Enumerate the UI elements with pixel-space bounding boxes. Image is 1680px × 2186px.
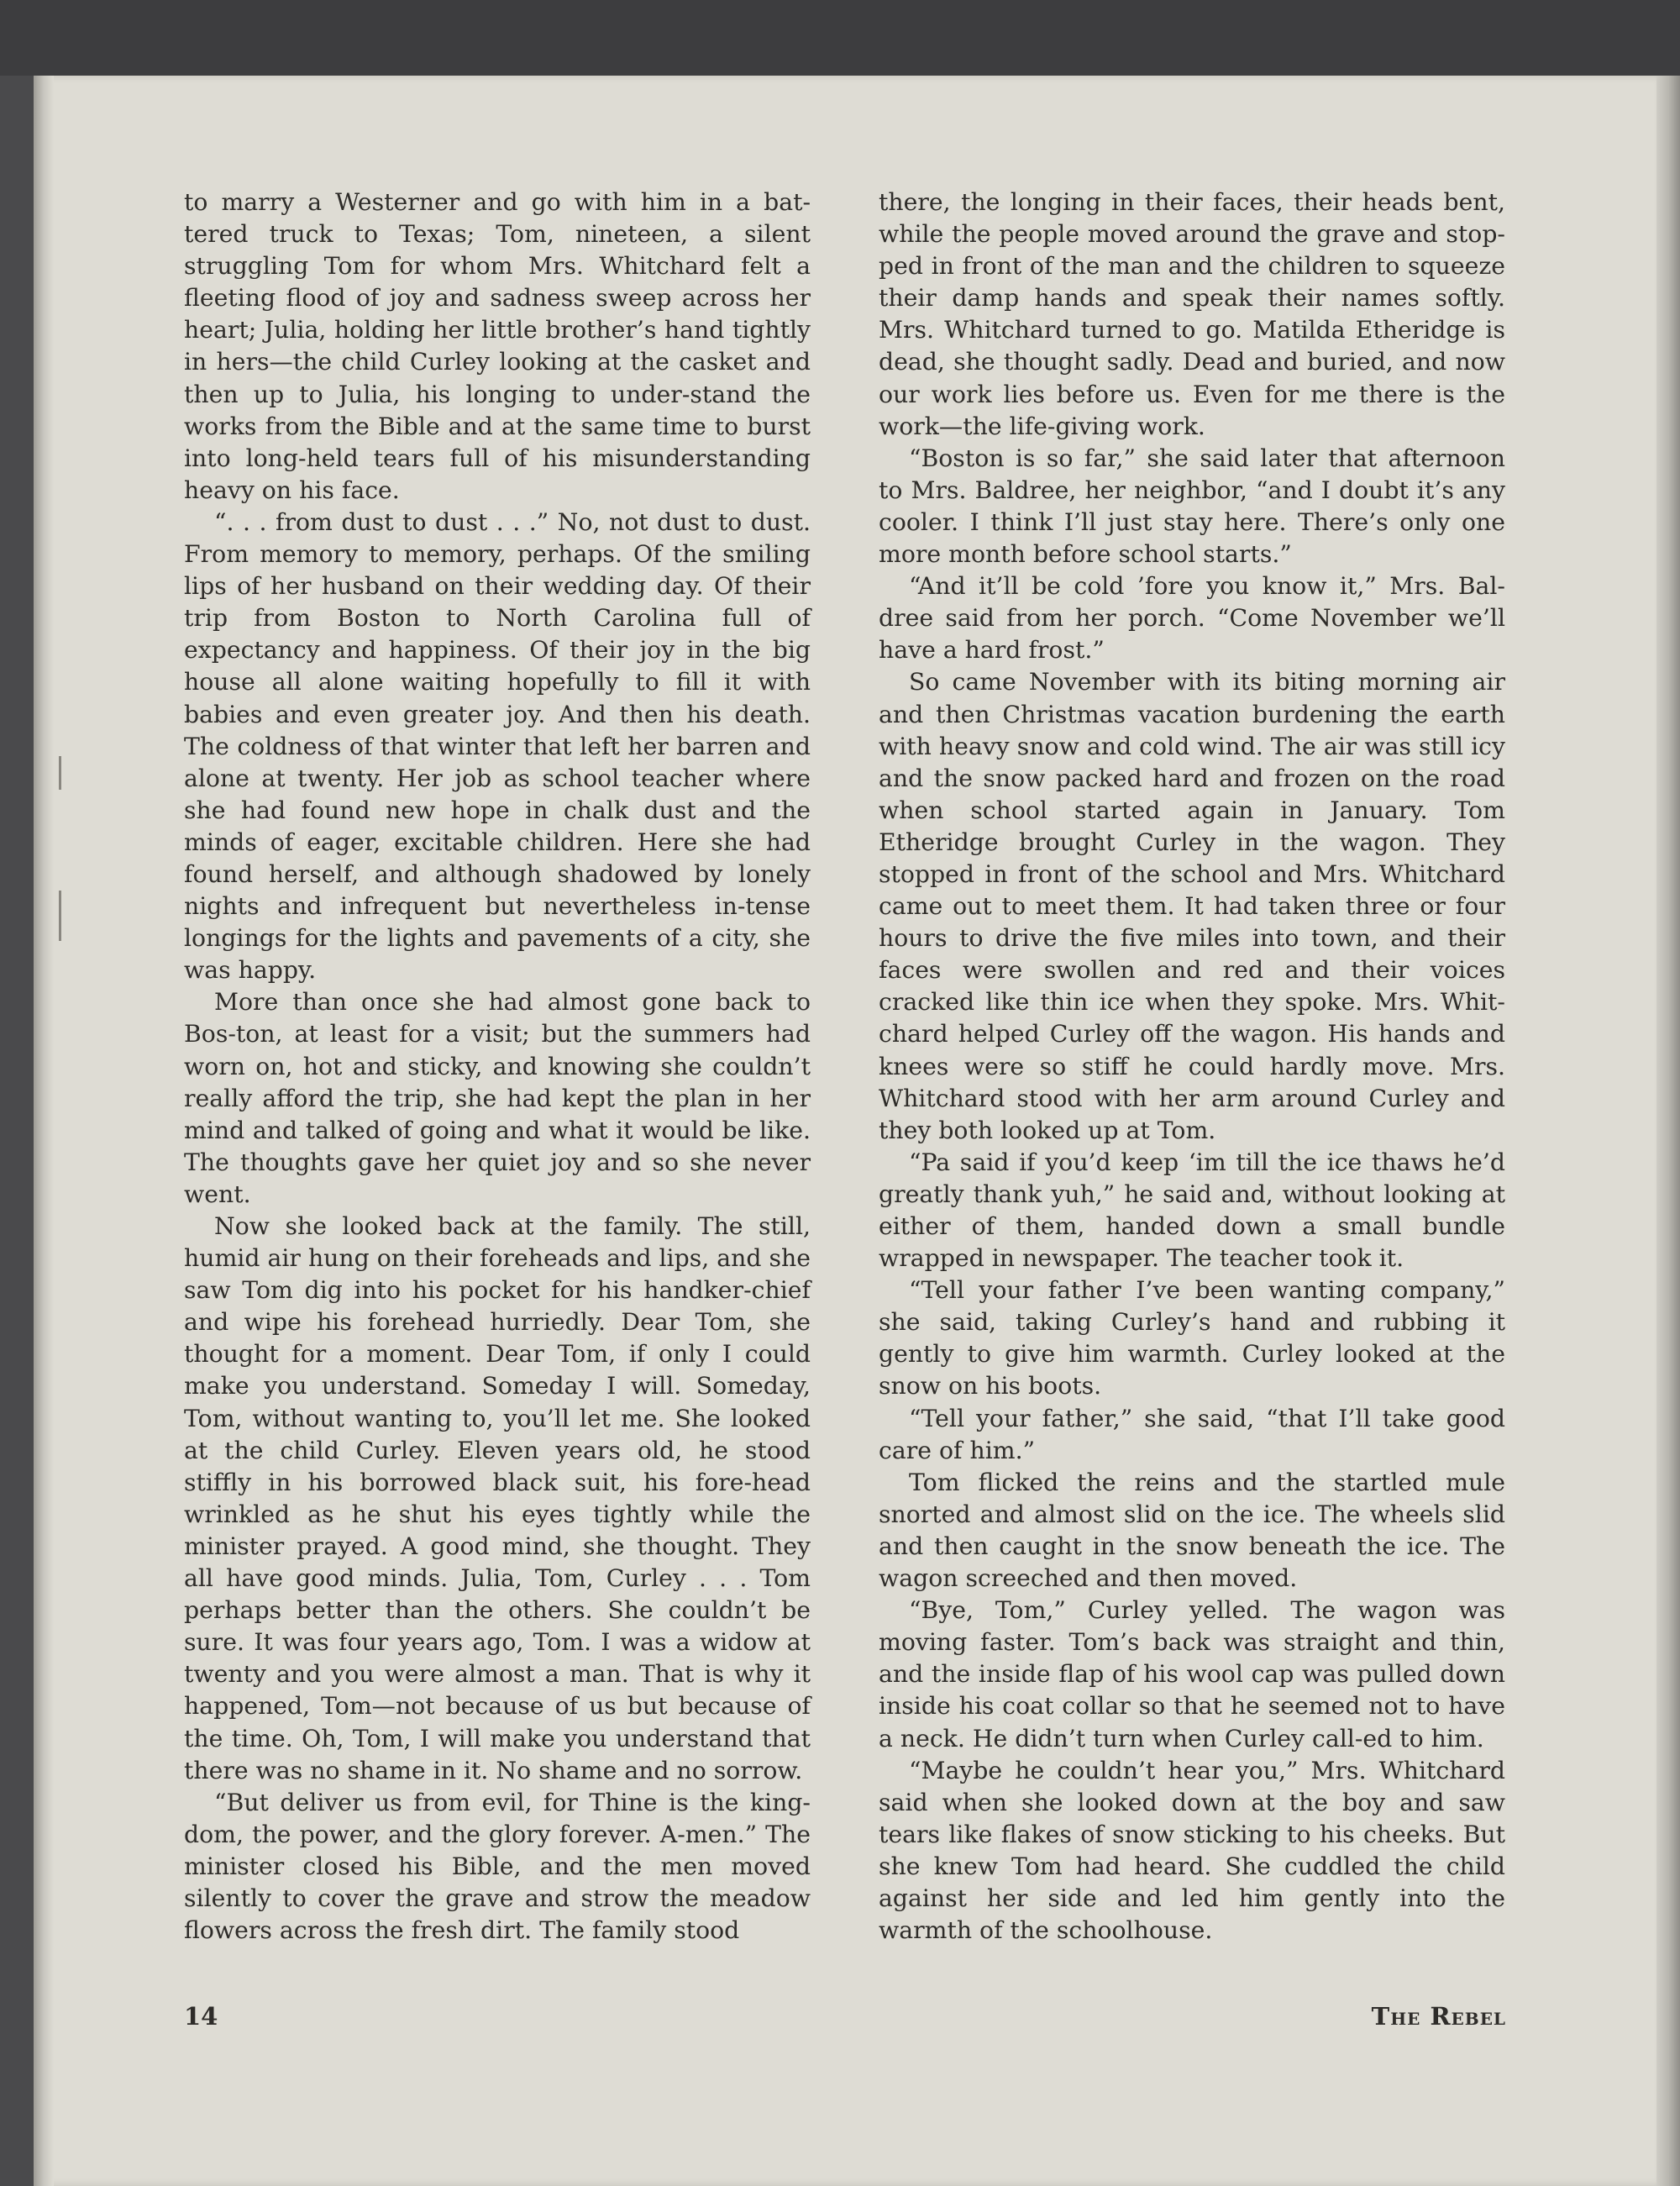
paragraph: Now she looked back at the family. The still, humid air hung on their foreheads and lips, and she saw Tom dig into his pocket for his handker-chief and wipe his forehead hurriedly. Dear Tom, she thought for a moment. Dear Tom, if only I could make you understand. Someday I will. Someday, Tom, without wanting to, you’ll let me. She looked at the child Curley. Eleven years old, he stood stiffly in his borrowed black suit, his fore-head wrinkled as he shut his eyes tightly while the minister prayed. A good mind, she thought. They all have good minds. Julia, Tom, Curley . . . Tom perhaps better than the others. She couldn’t be sure. It was four years ago, Tom. I was a widow at twenty and you were almost a man. That is why it happened, Tom—not because of us but because of the time. Oh, Tom, I will make you understand that there was no shame in it. No shame and no sorrow. bbox=[184, 1212, 811, 1784]
margin-mark bbox=[59, 756, 61, 790]
paragraph: there, the longing in their faces, their heads bent, while the people moved around the grave and stop-ped in front of the man and the children to squeeze their damp hands and speak their names softly. Mrs. Whitchard turned to go. Matilda Etheridge is dead, she thought sadly. Dead and buried, and now our work lies before us. Even for me there is the work—the life-giving work. bbox=[879, 188, 1505, 440]
paragraph: “Tell your father I’ve been wanting company,” she said, taking Curley’s hand and rubbing it gently to give him warmth. Curley looked at the snow on his boots. bbox=[879, 1276, 1505, 1400]
scan-background bbox=[0, 0, 1680, 76]
paragraph: to marry a Westerner and go with him in a bat-tered truck to Texas; Tom, nineteen, a silent struggling Tom for whom Mrs. Whitchard felt a fleeting flood of joy and sadness sweep across her heart; Julia, holding her little brother’s hand tightly in hers—the child Curley looking at the casket and then up to Julia, his longing to under-stand the works from the Bible and at the same time to burst into long-held tears full of his misunderstanding heavy on his face. bbox=[184, 188, 811, 504]
paragraph: “But deliver us from evil, for Thine is the king-dom, the power, and the glory forever. A-men.” The minister closed his Bible, and the men moved silently to cover the grave and strow the meadow flowers across the fresh dirt. The family stood bbox=[184, 1788, 811, 1945]
left-column bbox=[184, 187, 811, 1947]
magazine-title: The Rebel bbox=[1371, 2002, 1506, 2031]
paragraph: Tom flicked the reins and the startled mule snorted and almost slid on the ice. The wheels slid and then caught in the snow beneath the ice. The wagon screeched and then moved. bbox=[879, 1468, 1505, 1593]
right-column bbox=[879, 187, 1505, 1947]
paragraph: More than once she had almost gone back to Bos-ton, at least for a visit; but the summers had worn on, hot and sticky, and knowing she couldn’t really afford the trip, she had kept the plan in her mind and talked of going and what it would be like. The thoughts gave her quiet joy and so she never went. bbox=[184, 988, 811, 1208]
paragraph: “Tell your father,” she said, “that I’ll take good care of him.” bbox=[879, 1404, 1505, 1464]
paragraph: “Pa said if you’d keep ‘im till the ice thaws he’d greatly thank yuh,” he said and, without looking at either of them, handed down a small bundle wrapped in newspaper. The teacher took it. bbox=[879, 1148, 1505, 1273]
paragraph: “Boston is so far,” she said later that afternoon to Mrs. Baldree, her neighbor, “and I doubt it’s any cooler. I think I’ll just stay here. There’s only one more month before school starts.” bbox=[879, 444, 1505, 569]
paragraph: So came November with its biting morning air and then Christmas vacation burdening the earth with heavy snow and cold wind. The air was still icy and the snow packed hard and frozen on the road when school started again in January. Tom Etheridge brought Curley in the wagon. They stopped in front of the school and Mrs. Whitchard came out to meet them. It had taken three or four hours to drive the five miles into town, and their faces were swollen and red and their voices cracked like thin ice when they spoke. Mrs. Whit-chard helped Curley off the wagon. His hands and knees were so stiff he could hardly move. Mrs. Whitchard stood with her arm around Curley and they both looked up at Tom. bbox=[879, 668, 1505, 1144]
margin-mark bbox=[59, 891, 61, 941]
paragraph: “. . . from dust to dust . . .” No, not dust to dust. From memory to memory, perhaps. Of the smiling lips of her husband on their wedding day. Of their trip from Boston to North Carolina full of expectancy and happiness. Of their joy in the big house all alone waiting hopefully to fill it with babies and even greater joy. And then his death. The coldness of that winter that left her barren and alone at twenty. Her job as school teacher where she had found new hope in chalk dust and the minds of eager, excitable children. Here she had found herself, and although shadowed by lonely nights and infrequent but nevertheless in-tense longings for the lights and pavements of a city, she was happy. bbox=[184, 507, 811, 985]
paragraph: “Maybe he couldn’t hear you,” Mrs. Whitchard said when she looked down at the boy and saw tears like flakes of snow sticking to his cheeks. But she knew Tom had heard. She cuddled the child against her side and led him gently into the warmth of the schoolhouse. bbox=[879, 1756, 1505, 1945]
page-edge bbox=[1656, 76, 1680, 2186]
paragraph: “And it’ll be cold ’fore you know it,” Mrs. Bal-dree said from her porch. “Come November we’ll have a hard frost.” bbox=[879, 572, 1505, 665]
page-number: 14 bbox=[184, 2002, 218, 2031]
page-gutter bbox=[34, 76, 54, 2186]
paragraph: “Bye, Tom,” Curley yelled. The wagon was moving faster. Tom’s back was straight and thin, and the inside flap of his wool cap was pulled down inside his coat collar so that he seemed not to have a neck. He didn’t turn when Curley call-ed to him. bbox=[879, 1596, 1505, 1752]
